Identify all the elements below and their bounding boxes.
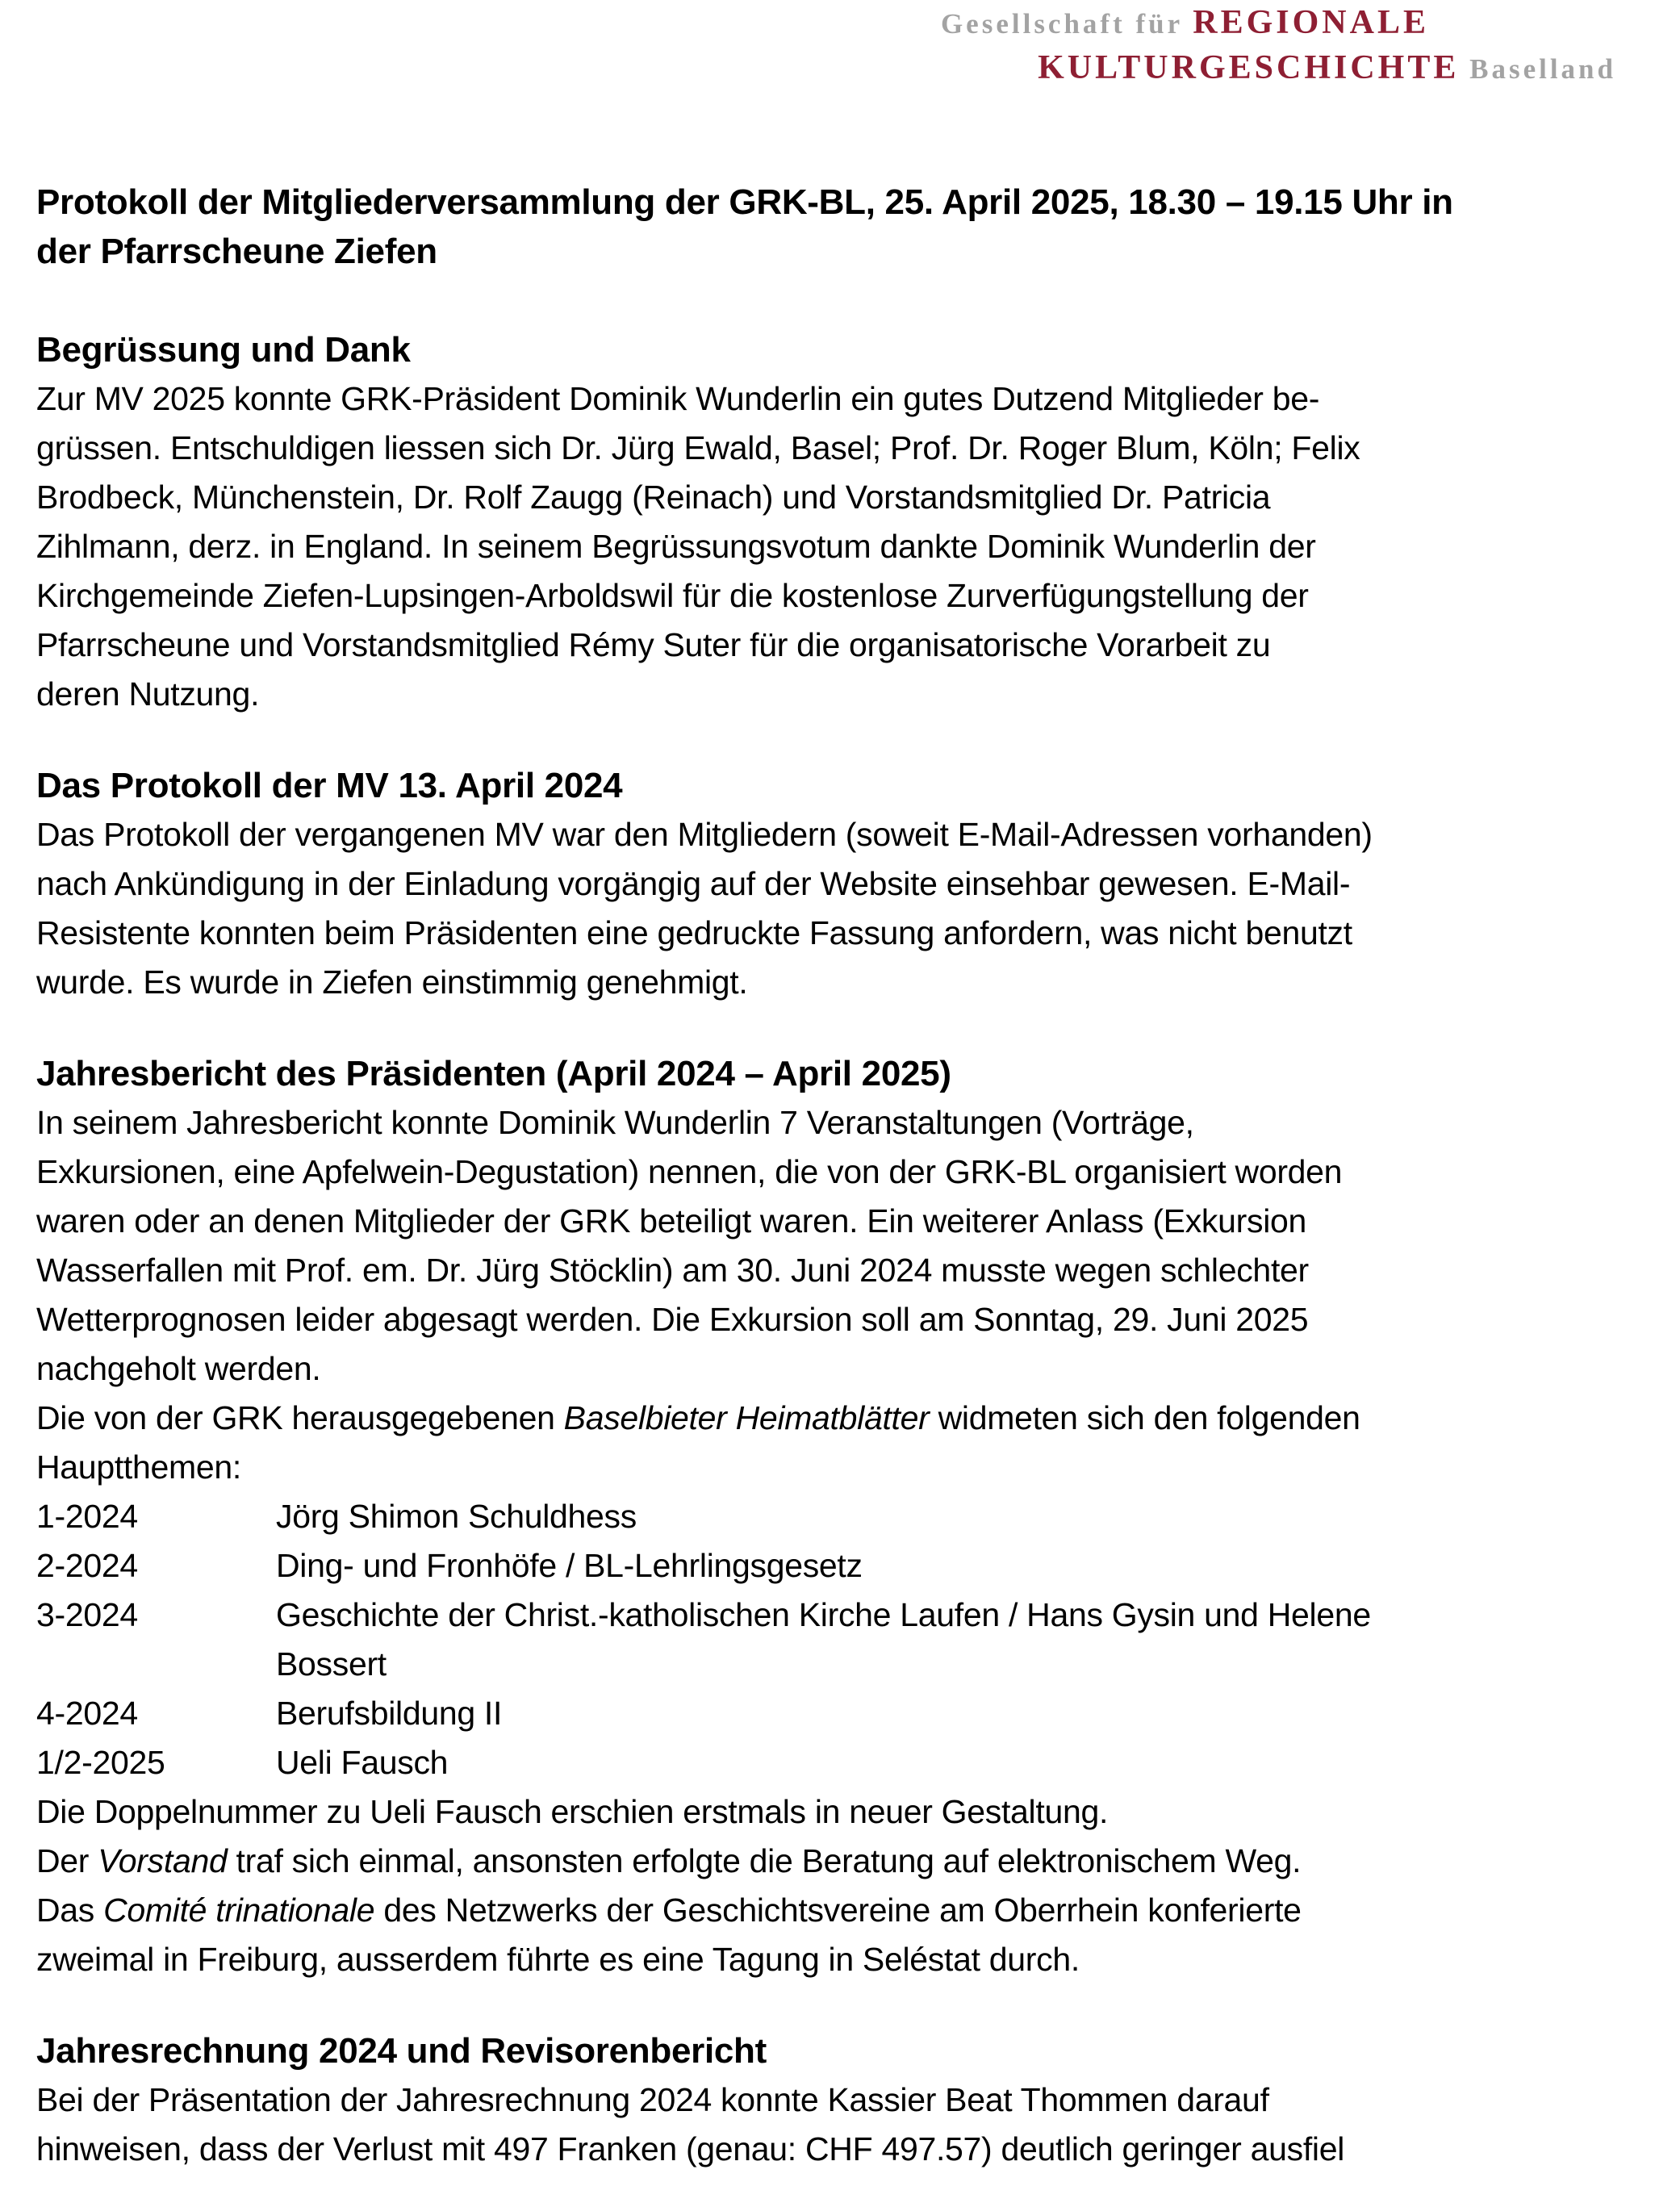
heading-jahresrechnung: Jahresrechnung 2024 und Revisorenbericht [36, 2031, 767, 2071]
logo [941, 0, 1616, 90]
blank-line [36, 276, 1619, 325]
issue-title: Geschichte der Christ.-katholischen Kirche Laufen / Hans Gysin und Helene Bossert [276, 1596, 1371, 1683]
paragraph-begruessung: Zur MV 2025 konnte GRK-Präsident Dominik Wunderlin ein gutes Dutzend Mitglieder be- grüssen. Entschuldigen liessen sich Dr. Jürg Ewald, Basel; Prof. Dr. Roger Blum, Köln; Felix Brodbeck, Münchenstein, Dr. Rolf Zaugg (Reinach) und Vorstandsmitglied Dr. Patricia Zihlmann, derz. in England. In seinem Begrüssungsvotum dankte Dominik Wunderlin der Kirchgemeinde Ziefen-Lupsingen-Arboldswil für die kostenlose Zurverfügungstellung der Pfarrscheune und Vorstandsmitglied Rémy Suter für die organisatorische Vorarbeit zu deren Nutzung. [36, 380, 1360, 713]
blank-line [36, 1984, 1619, 2026]
issue-label: 2-2024 [36, 1547, 138, 1584]
issue-label: 4-2024 [36, 1695, 138, 1732]
document-title: Protokoll der Mitgliederversammlung der GRK-BL, 25. April 2025, 18.30 – 19.15 Uhr in der Pfarrscheune Ziefen [36, 182, 1453, 271]
paragraph-protokoll-mv-2024: Das Protokoll der vergangenen MV war den Mitgliedern (soweit E-Mail-Adressen vorhanden) nach Ankündigung in der Einladung vorgängig auf der Website einsehbar gewesen. E-Mail- Resistente konnten beim Präsidenten eine gedruckte Fassung anfordern, was nicht benutzt wurde. Es wurde in Ziefen einstimmig genehmigt. [36, 816, 1373, 1001]
issue-title: Ueli Fausch [276, 1744, 449, 1781]
heading-protokoll-mv-2024: Das Protokoll der MV 13. April 2024 [36, 766, 623, 805]
paragraph-jahresrechnung: Bei der Präsentation der Jahresrechnung 2024 konnte Kassier Beat Thommen darauf hinweisen, dass der Verlust mit 497 Franken (genau: CHF 497.57) deutlich geringer ausfiel [36, 2081, 1345, 2167]
issue-label: 1/2-2025 [36, 1744, 165, 1781]
paragraph-vorstand-comite: Die Doppelnummer zu Ueli Fausch erschien erstmals in neuer Gestaltung. Der Vorstand traf sich einmal, ansonsten erfolgte die Beratung auf elektronischem Weg. Das Comité trinationale des Netzwerks der Geschichtsvereine am Oberrhein konferierte zweimal in Freiburg, ausserdem führte es eine Tagung in Seléstat durch. [36, 1793, 1302, 1978]
logo-line-2 [941, 45, 1616, 90]
paragraph-jahresbericht: In seinem Jahresbericht konnte Dominik Wunderlin 7 Veranstaltungen (Vorträge, Exkursionen, eine Apfelwein-Degustation) nennen, die von der GRK-BL organisiert worden waren oder an denen Mitglieder der GRK beteiligt waren. Ein weiterer Anlass (Exkursion Wasserfallen mit Prof. em. Dr. Jürg Stöcklin) am 30. Juni 2024 musste wegen schlechter Wetterprognosen leider abgesagt werden. Die Exkursion soll am Sonntag, 29. Juni 2025 nachgeholt werden. Die von der GRK herausgegebenen Baselbieter Heimatblätter widmeten sich den folgenden Hauptthemen: [36, 1104, 1360, 1486]
logo-text-gesellschaft-fuer: Gesellschaft für [940, 8, 1193, 40]
logo-text-baselland: Baselland [1459, 53, 1616, 85]
issue-list [36, 1492, 1619, 1787]
blank-line [36, 1007, 1619, 1049]
issue-row-2-2024 [36, 1541, 1619, 1591]
logo-line-1 [941, 0, 1616, 45]
issue-title: Ding- und Fronhöfe / BL-Lehrlingsgesetz [276, 1547, 863, 1584]
issue-title: Jörg Shimon Schuldhess [276, 1498, 637, 1535]
issue-row-1-2024 [36, 1492, 1619, 1541]
blank-line [36, 719, 1619, 761]
issue-title: Berufsbildung II [276, 1695, 503, 1732]
issue-row-3-2024 [36, 1591, 1619, 1689]
heading-begruessung-und-dank: Begrüssung und Dank [36, 330, 411, 370]
document-content [36, 178, 1619, 2174]
heading-jahresbericht: Jahresbericht des Präsidenten (April 2024 – April 2025) [36, 1054, 951, 1093]
logo-text-kulturgeschichte: KULTURGESCHICHTE [1038, 49, 1460, 86]
issue-label: 1-2024 [36, 1498, 138, 1535]
issue-row-1-2-2025 [36, 1738, 1619, 1787]
issue-label: 3-2024 [36, 1596, 138, 1633]
issue-row-4-2024 [36, 1689, 1619, 1738]
logo-text-regionale: REGIONALE [1193, 4, 1429, 41]
